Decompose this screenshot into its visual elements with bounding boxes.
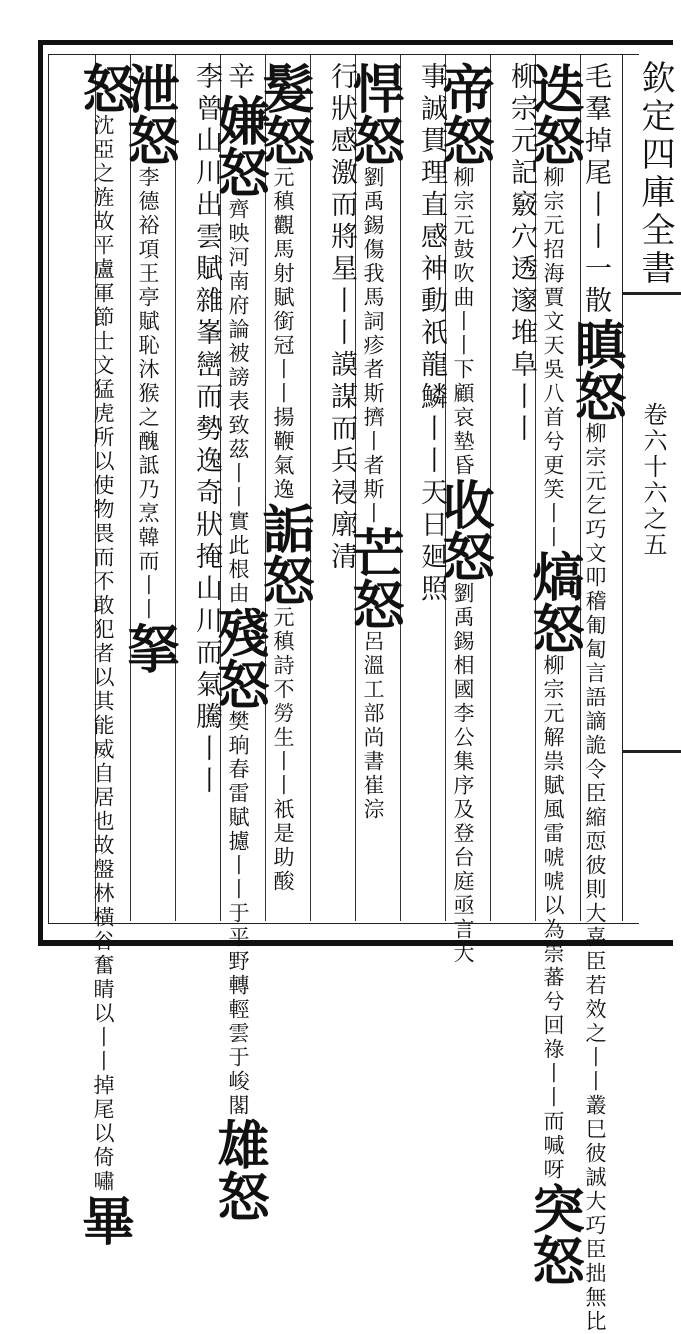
annotation-text: 為崇蕃兮回祿丨丨而喊呀 [541,918,565,1182]
annotation-text: 致茲丨丨實此根由 [226,414,250,606]
text-column [433,62,494,966]
headword: 拏 [118,622,179,674]
text-column [400,62,445,922]
body-text: 辛 [223,62,254,94]
text-column [490,62,535,922]
body-text: 柳宗元記竅穴透邃堆阜丨丨 [506,62,537,446]
body-text: 丨丨 [580,190,611,254]
text-column [523,62,584,1286]
annotation-text: 元稹觀馬射賦銜 [271,166,295,334]
annotation-text: 柳宗元招海賈文天 [541,166,565,358]
headword: 怒 [73,62,134,114]
body-text: 李曾山川出雲賦雜峯巒而勢逸奇狀掩山川而氣騰丨丨 [191,62,222,798]
headword: 悍怒 [343,62,404,166]
headword: 瞋怒 [565,318,626,422]
annotation-text: 吳八首兮更笑丨丨 [541,358,565,550]
edge-divider-bottom [622,750,681,753]
text-column [253,62,314,922]
annotation-text: 平野轉輕雲于峻閣 [226,926,250,1118]
text-column [175,62,220,922]
annotation-text: 沈亞之旌故平盧軍節士文猛虎所以使物畏而不敢犯者 [91,114,115,666]
headword: 收怒 [433,478,494,582]
annotation-text: 元稹詩不勞生 [271,606,295,750]
annotation-text: 以其能威自居也故盤林橫谷奮睛以丨丨掉尾以倚嘯 [91,666,115,1194]
headword: 芒怒 [343,526,404,630]
headword: 帝怒 [433,62,494,166]
body-text: 事誠貫理直感神動祇龍鱗丨丨天日廻照 [416,62,447,606]
annotation-text: 則大喜臣若效之丨丨叢巳彼誠大巧臣拙無比 [583,878,607,1334]
text-column [565,62,626,1334]
text-column [73,62,134,1246]
annotation-text: 者斯擠丨者斯丨 [361,358,385,526]
body-text: 毛羣掉尾 [580,62,611,190]
headword: 髮怒 [253,62,314,166]
headword: 殘怒 [208,606,269,710]
volume-label: 卷六十六之五 [639,402,667,558]
text-column [208,62,269,1222]
annotation-text: 丨下顧哀墊昏 [451,334,475,478]
text-column [118,62,179,922]
annotation-text: 之醜詆乃烹韓而丨丨 [136,406,160,622]
annotation-text: 尚書崔淙 [361,726,385,822]
annotation-text: 齊映河南府論被謗表 [226,198,250,414]
annotation-text: 李德裕項王亭賦恥沐猴 [136,166,160,406]
annotation-text: 冠丨丨揚鞭氣逸 [271,334,295,502]
text-column [343,62,404,922]
annotation-text: 序及登台庭亟言大 [451,774,475,966]
annotation-text: 柳宗元解祟賦風雷唬唬以 [541,654,565,918]
headword: 畢 [73,1194,134,1246]
annotation-text: 劉禹錫相國李公集 [451,582,475,774]
headword: 熇怒 [523,550,584,654]
body-text: 一散 [580,254,611,318]
edge-divider-top [622,292,681,295]
headword: 嫌怒 [208,94,269,198]
body-text: 行狀感激而將星丨丨謨謀而兵祲廓清 [326,62,357,574]
annotation-text: 樊珦春雷賦攄丨丨于 [226,710,250,926]
book-title: 欽定四庫全書 [635,60,675,288]
headword: 詬怒 [253,502,314,606]
text-column [310,62,355,922]
annotation-text: 劉禹錫傷我馬詞疹 [361,166,385,358]
headword: 雄怒 [208,1118,269,1222]
annotation-text: 丨丨祇是助酸 [271,750,295,894]
headword: 迭怒 [523,62,584,166]
headword: 泄怒 [118,62,179,166]
annotation-text: 柳宗元鼓吹曲丨 [451,166,475,334]
annotation-text: 呂溫工部 [361,630,385,726]
annotation-text: 柳宗元乞巧文叩稽匍匐言語謫詭令臣縮恧彼 [583,422,607,878]
headword: 突怒 [523,1182,584,1286]
